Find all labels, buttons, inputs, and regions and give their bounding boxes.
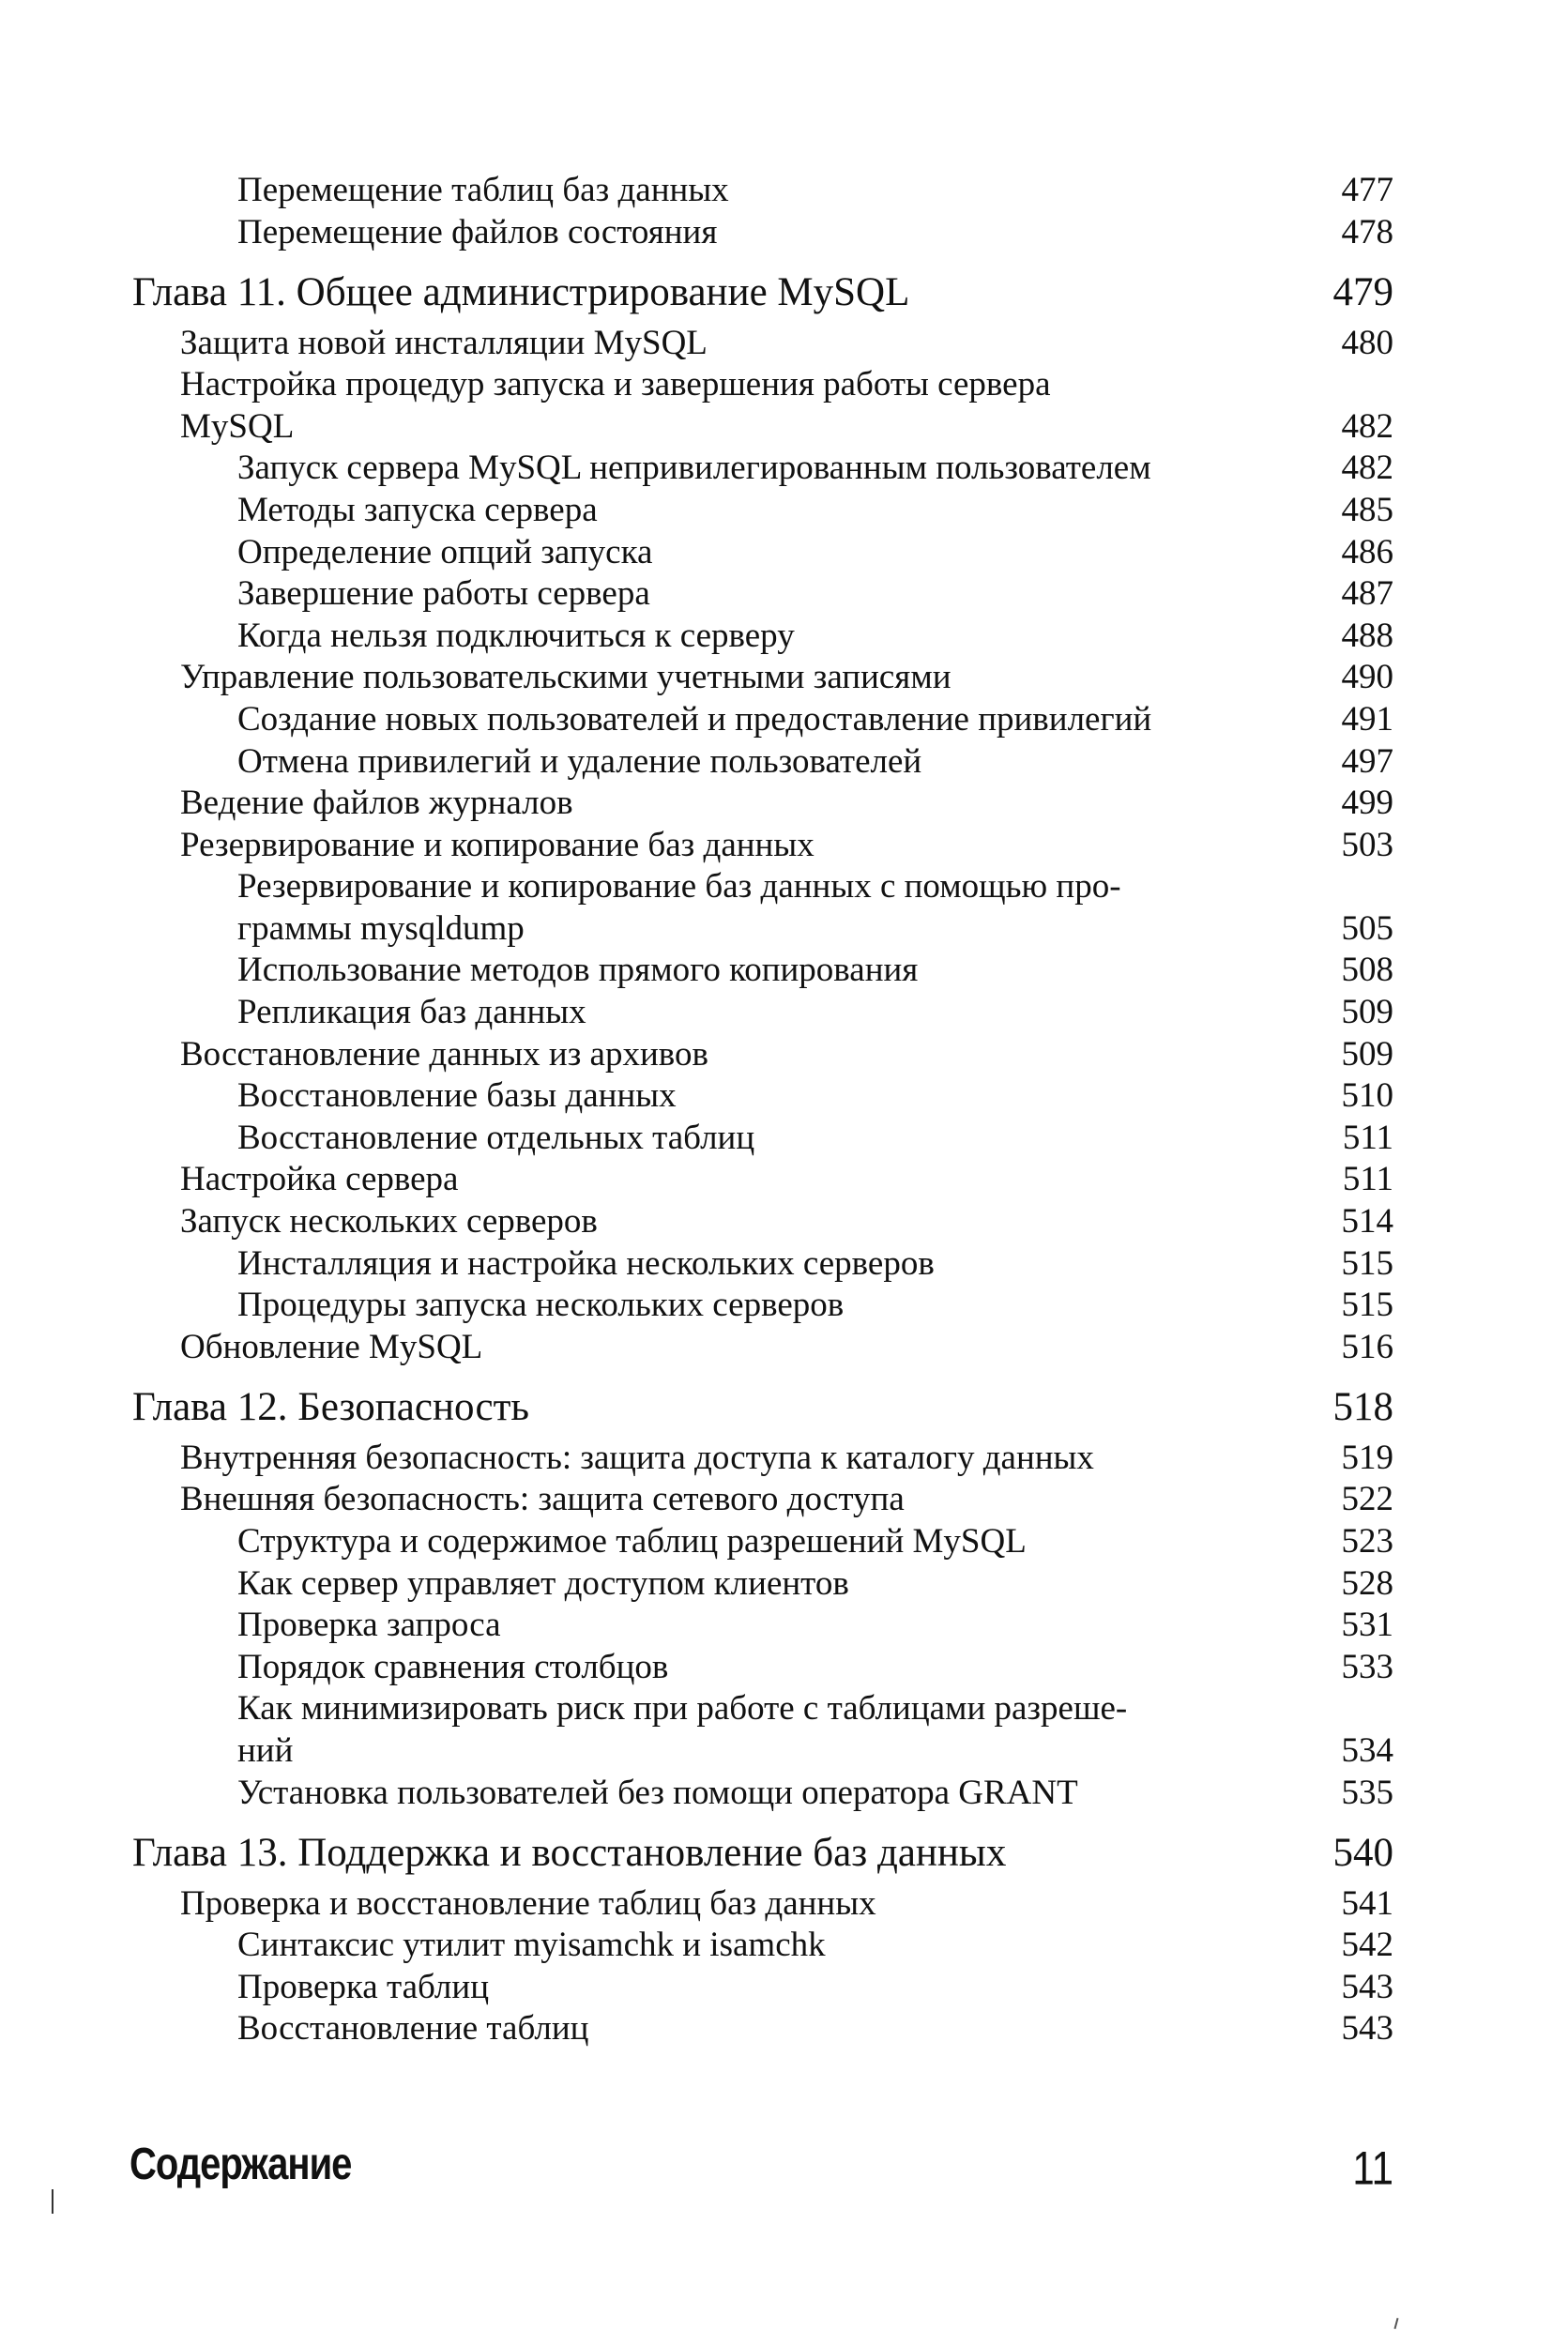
toc-entry-page: 522 xyxy=(1341,1480,1393,1519)
toc-entry-title: Восстановление данных из архивов xyxy=(180,1034,708,1074)
toc-entry-title: Глава 11. Общее администрирование MySQL xyxy=(132,270,910,315)
toc-entry xyxy=(0,1159,1568,1201)
toc-entry-title: Отмена привилегий и удаление пользователей xyxy=(237,741,922,781)
toc-entry xyxy=(0,1730,1568,1773)
toc-entry-title: Запуск нескольких серверов xyxy=(180,1202,598,1242)
toc-chapter xyxy=(0,263,1568,322)
toc-entry-title: Процедуры запуска нескольких серверов xyxy=(237,1286,845,1325)
toc-entry-title: Внешняя безопасность: защита сетевого доступа xyxy=(180,1480,905,1519)
toc-entry xyxy=(0,212,1568,254)
toc-entry xyxy=(0,1327,1568,1369)
toc-entry xyxy=(0,866,1568,908)
toc-entry-page: 499 xyxy=(1341,784,1393,823)
toc-entry-page: 487 xyxy=(1341,574,1393,614)
toc-entry-title: Установка пользователей без помощи оператора GRANT xyxy=(237,1773,1078,1812)
toc-entry-page: 497 xyxy=(1341,741,1393,781)
toc-entry-page: 482 xyxy=(1341,406,1393,446)
toc-entry-title: Резервирование и копирование баз данных с помощью про- xyxy=(237,867,1121,906)
toc-entry-title: Проверка таблиц xyxy=(237,1967,489,2006)
toc-chapter xyxy=(0,1823,1568,1882)
toc-entry-page: 488 xyxy=(1341,616,1393,655)
toc-entry-page: 505 xyxy=(1341,908,1393,948)
toc-entry-title: Методы запуска сервера xyxy=(237,490,598,529)
toc-entry-title: Обновление MySQL xyxy=(180,1327,483,1366)
toc-entry-page: 478 xyxy=(1341,212,1393,251)
toc-entry-page: 511 xyxy=(1342,1160,1393,1199)
toc-entry-page: 508 xyxy=(1341,951,1393,990)
toc-entry-title: Инсталляция и настройка нескольких серверов xyxy=(237,1243,935,1283)
toc-entry-title: Порядок сравнения столбцов xyxy=(237,1647,669,1686)
toc-entry-title: Завершение работы сервера xyxy=(237,574,650,614)
toc-entry-title: Восстановление таблиц xyxy=(237,2009,589,2049)
toc-entry xyxy=(0,1688,1568,1730)
toc-entry-page: 515 xyxy=(1341,1286,1393,1325)
toc-entry xyxy=(0,825,1568,867)
toc-entry xyxy=(0,783,1568,825)
toc-entry-page: 516 xyxy=(1341,1327,1393,1366)
toc-entry-title: Управление пользовательскими учетными записями xyxy=(180,658,951,697)
toc-entry xyxy=(0,2008,1568,2050)
toc-entry xyxy=(0,657,1568,699)
toc-entry-title: граммы mysqldump xyxy=(237,908,525,948)
toc-entry-page: 528 xyxy=(1341,1563,1393,1603)
toc-entry-title: Использование методов прямого копирования xyxy=(237,951,919,990)
toc-entry-page: 535 xyxy=(1341,1773,1393,1812)
toc-entry-title: Настройка сервера xyxy=(180,1160,459,1199)
toc-chapter xyxy=(0,1378,1568,1437)
toc-entry-title: Резервирование и копирование баз данных xyxy=(180,825,814,864)
toc-entry xyxy=(0,1285,1568,1327)
toc-entry xyxy=(0,1438,1568,1480)
toc-entry-page: 509 xyxy=(1341,1034,1393,1074)
toc-entry-title: Структура и содержимое таблиц разрешений MySQL xyxy=(237,1522,1027,1561)
toc-entry-page: 542 xyxy=(1341,1926,1393,1965)
toc-entry xyxy=(0,573,1568,616)
toc-entry-page: 515 xyxy=(1341,1243,1393,1283)
toc-entry xyxy=(0,1563,1568,1606)
toc-entry-page: 482 xyxy=(1341,449,1393,488)
toc-entry-title: Как минимизировать риск при работе с таблицами разреше- xyxy=(237,1689,1128,1729)
toc-entry-page: 491 xyxy=(1341,699,1393,739)
toc-entry xyxy=(0,741,1568,784)
page-number: 11 xyxy=(1352,2141,1393,2195)
toc-entry-page: 531 xyxy=(1341,1606,1393,1645)
toc-entry-page: 479 xyxy=(1332,270,1393,315)
toc-entry xyxy=(0,1034,1568,1076)
toc-entry-page: 518 xyxy=(1332,1385,1393,1430)
toc-entry-page: 514 xyxy=(1341,1202,1393,1242)
toc-entry-title: Защита новой инсталляции MySQL xyxy=(180,323,708,362)
toc-entry xyxy=(0,1773,1568,1815)
toc-entry-title: Внутренняя безопасность: защита доступа к каталогу данных xyxy=(180,1438,1094,1477)
toc-entry-title: Запуск сервера MySQL непривилегированным пользователем xyxy=(237,449,1151,488)
toc-entry xyxy=(0,170,1568,212)
toc-entry-title: Перемещение файлов состояния xyxy=(237,212,718,251)
toc-entry-page: 503 xyxy=(1341,825,1393,864)
toc-entry-title: Глава 13. Поддержка и восстановление баз данных xyxy=(132,1831,1007,1876)
table-of-contents xyxy=(0,170,1568,2050)
toc-entry-page: 534 xyxy=(1341,1730,1393,1770)
toc-entry-title: MySQL xyxy=(180,406,295,446)
toc-entry-title: Восстановление отдельных таблиц xyxy=(237,1118,755,1157)
toc-entry xyxy=(0,1201,1568,1243)
toc-entry xyxy=(0,908,1568,951)
toc-entry xyxy=(0,1883,1568,1926)
toc-entry xyxy=(0,1925,1568,1967)
toc-entry-page: 543 xyxy=(1341,2009,1393,2049)
toc-entry xyxy=(0,490,1568,532)
toc-entry-title: Определение опций запуска xyxy=(237,532,653,571)
toc-entry xyxy=(0,364,1568,406)
toc-entry-title: Глава 12. Безопасность xyxy=(132,1385,530,1430)
toc-entry xyxy=(0,406,1568,449)
toc-entry xyxy=(0,1647,1568,1689)
toc-entry xyxy=(0,992,1568,1034)
toc-entry-page: 533 xyxy=(1341,1647,1393,1686)
toc-entry-page: 480 xyxy=(1341,323,1393,362)
toc-entry-page: 509 xyxy=(1341,993,1393,1032)
toc-entry xyxy=(0,1118,1568,1160)
toc-entry xyxy=(0,699,1568,741)
toc-entry xyxy=(0,448,1568,490)
toc-entry-page: 511 xyxy=(1342,1118,1393,1157)
scan-artifact xyxy=(1393,2318,1398,2329)
toc-entry xyxy=(0,323,1568,365)
toc-entry xyxy=(0,1605,1568,1647)
toc-entry-title: Настройка процедур запуска и завершения работы сервера xyxy=(180,365,1051,404)
toc-entry-title: Как сервер управляет доступом клиентов xyxy=(237,1563,849,1603)
toc-entry xyxy=(0,1967,1568,2009)
toc-entry-title: Когда нельзя подключиться к серверу xyxy=(237,616,795,655)
toc-entry xyxy=(0,532,1568,574)
toc-entry-page: 541 xyxy=(1341,1883,1393,1923)
toc-entry xyxy=(0,1075,1568,1118)
toc-entry-page: 543 xyxy=(1341,1967,1393,2006)
toc-entry-title: ний xyxy=(237,1730,294,1770)
toc-entry-title: Ведение файлов журналов xyxy=(180,784,573,823)
toc-entry-title: Перемещение таблиц баз данных xyxy=(237,171,729,209)
toc-entry-page: 519 xyxy=(1341,1438,1393,1477)
toc-entry xyxy=(0,1479,1568,1521)
toc-entry-page: 477 xyxy=(1341,171,1393,209)
toc-entry xyxy=(0,616,1568,658)
running-footer-title: Содержание xyxy=(129,2140,352,2189)
toc-entry-page: 523 xyxy=(1341,1522,1393,1561)
toc-entry-page: 485 xyxy=(1341,490,1393,529)
toc-entry-page: 486 xyxy=(1341,532,1393,571)
toc-entry-title: Синтаксис утилит myisamchk и isamchk xyxy=(237,1926,826,1965)
toc-entry xyxy=(0,1521,1568,1563)
toc-entry xyxy=(0,1243,1568,1286)
scan-artifact xyxy=(52,2189,53,2214)
toc-entry-title: Проверка запроса xyxy=(237,1606,501,1645)
toc-entry xyxy=(0,950,1568,992)
toc-entry-title: Репликация баз данных xyxy=(237,993,586,1032)
toc-entry-page: 490 xyxy=(1341,658,1393,697)
toc-entry-page: 510 xyxy=(1341,1076,1393,1116)
toc-entry-page: 540 xyxy=(1332,1831,1393,1876)
toc-entry-title: Восстановление базы данных xyxy=(237,1076,677,1116)
toc-entry-title: Проверка и восстановление таблиц баз данных xyxy=(180,1883,876,1923)
toc-entry-title: Создание новых пользователей и предоставление привилегий xyxy=(237,699,1152,739)
